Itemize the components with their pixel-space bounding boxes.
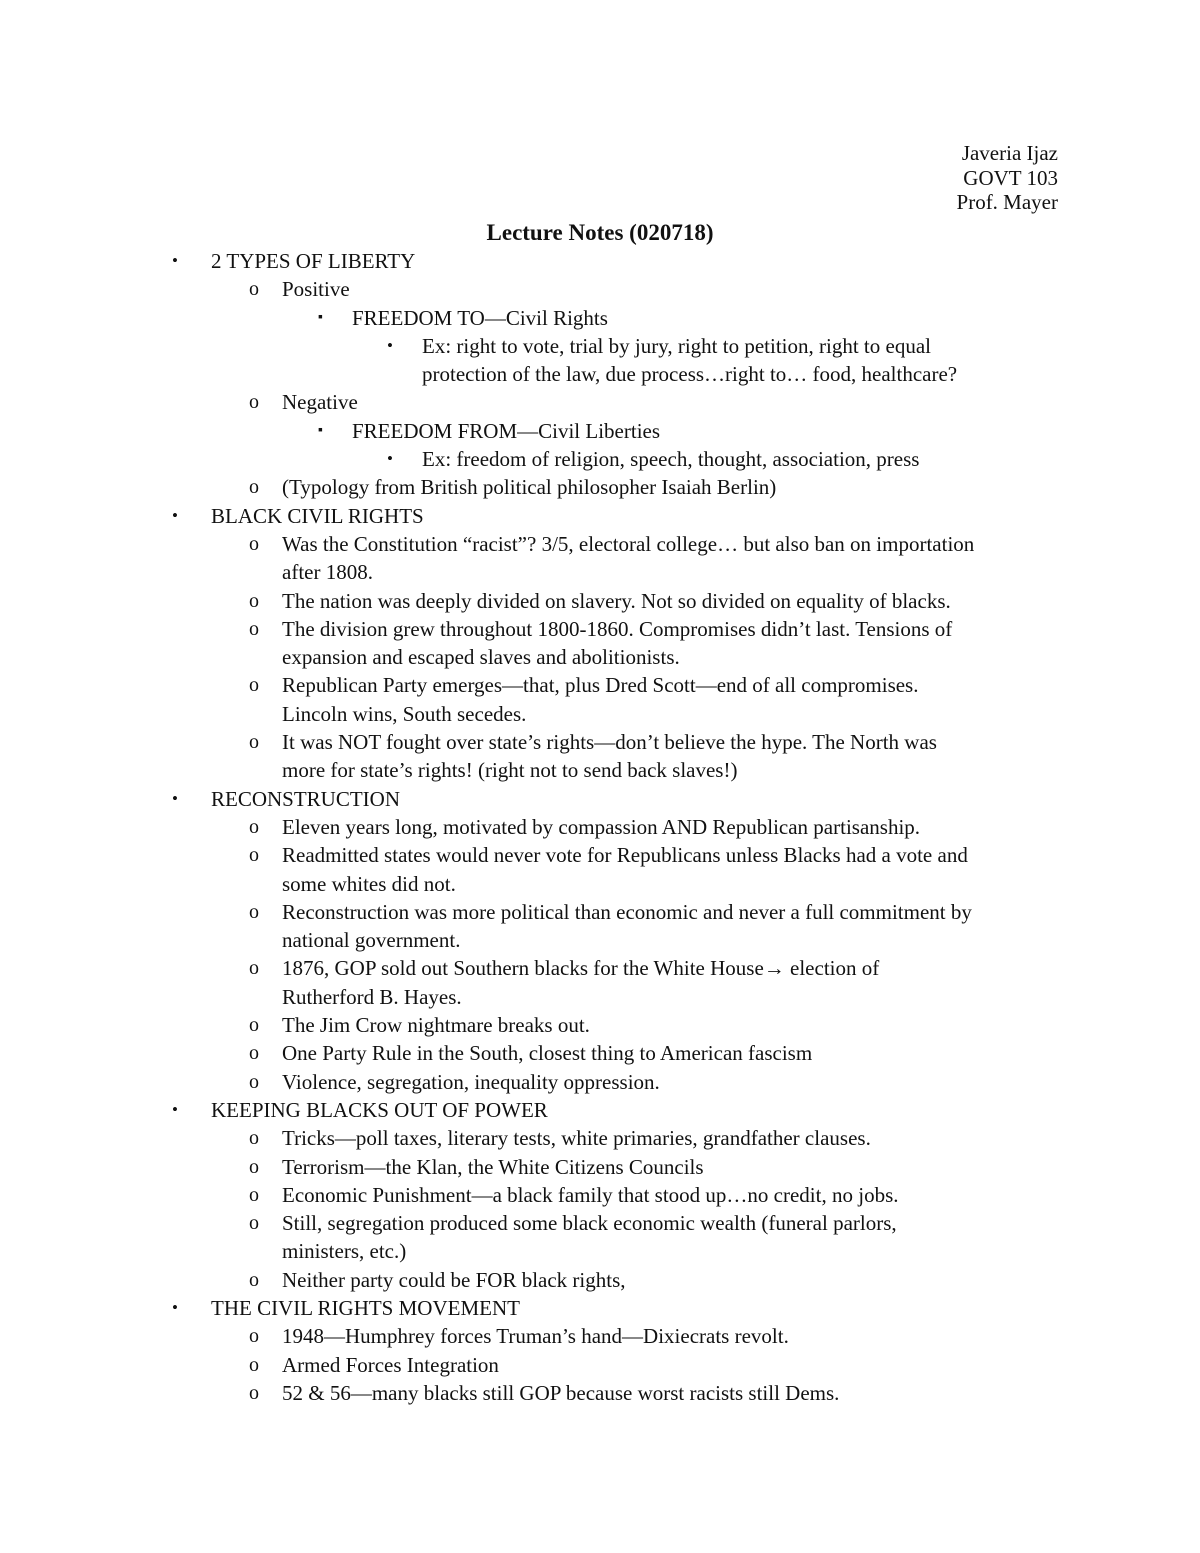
outline-item-level-2 xyxy=(0,587,1200,615)
outline-item-level-2 xyxy=(0,954,1200,1011)
outline-item-text: It was NOT fought over state’s rights—don’t believe the hype. The North was xyxy=(282,730,937,755)
outline-item-text: some whites did not. xyxy=(282,871,456,896)
outline-item-text: Still, segregation produced some black economic wealth (funeral parlors, xyxy=(282,1211,897,1236)
circle-marker: o xyxy=(249,1014,259,1037)
bullet-marker: • xyxy=(387,335,393,355)
outline-item-text: ministers, etc.) xyxy=(282,1239,407,1264)
bullet-marker: • xyxy=(387,449,393,469)
outline-item-text: Eleven years long, motivated by compassion AND Republican partisanship. xyxy=(282,814,921,839)
square-marker: ▪ xyxy=(318,422,323,438)
author-name: Javeria Ijaz xyxy=(961,141,1058,165)
outline-item-level-1 xyxy=(0,1294,1200,1322)
outline-item-text: The nation was deeply divided on slavery. Not so divided on equality of blacks. xyxy=(282,588,951,613)
outline-item-text: Violence, segregation, inequality oppression. xyxy=(282,1069,660,1094)
outline-item-text: Ex: right to vote, trial by jury, right to petition, right to equal xyxy=(422,333,931,358)
outline-item-level-2 xyxy=(0,1266,1200,1294)
bullet-marker: • xyxy=(172,251,178,270)
document-title: Lecture Notes (020718) xyxy=(486,220,714,245)
outline-item-text: Ex: freedom of religion, speech, thought, association, press xyxy=(422,447,920,472)
outline-item-text: more for state’s rights! (right not to send back slaves!) xyxy=(282,758,738,783)
outline-item-text: Economic Punishment—a black family that stood up…no credit, no jobs. xyxy=(282,1182,899,1207)
outline-item-level-2 xyxy=(0,1351,1200,1379)
circle-marker: o xyxy=(249,1155,259,1178)
outline-item-level-3 xyxy=(0,417,1200,445)
circle-marker: o xyxy=(249,900,259,923)
outline-item-level-2 xyxy=(0,813,1200,841)
outline-item-level-2 xyxy=(0,530,1200,587)
outline-item-level-2 xyxy=(0,1379,1200,1407)
circle-marker: o xyxy=(249,1070,259,1093)
outline-item-text: expansion and escaped slaves and abolitionists. xyxy=(282,645,680,670)
outline-item-text: The division grew throughout 1800-1860. Compromises didn’t last. Tensions of xyxy=(282,616,953,641)
outline-item-level-2 xyxy=(0,1039,1200,1067)
circle-marker: o xyxy=(249,1268,259,1291)
outline-item-level-2 xyxy=(0,1153,1200,1181)
outline-item-text: The Jim Crow nightmare breaks out. xyxy=(282,1013,590,1038)
circle-marker: o xyxy=(249,617,259,640)
outline-item-text: Republican Party emerges—that, plus Dred Scott—end of all compromises. xyxy=(282,673,919,698)
circle-marker: o xyxy=(249,278,259,301)
outline-item-level-2 xyxy=(0,615,1200,672)
circle-marker: o xyxy=(249,589,259,612)
bullet-marker: • xyxy=(172,1099,178,1119)
outline-item-text: protection of the law, due process…right to… food, healthcare? xyxy=(422,362,958,387)
circle-marker: o xyxy=(249,1212,259,1235)
outline-item-text: Terrorism—the Klan, the White Citizens Councils xyxy=(282,1154,704,1179)
circle-marker: o xyxy=(249,957,259,980)
outline-item-level-2 xyxy=(0,473,1200,501)
outline-item-text: 52 & 56—many blacks still GOP because worst racists still Dems. xyxy=(282,1380,840,1405)
circle-marker: o xyxy=(249,1353,259,1376)
circle-marker: o xyxy=(249,1042,259,1065)
lecture-outline xyxy=(0,247,1200,1407)
circle-marker: o xyxy=(249,1325,259,1348)
outline-item-level-2 xyxy=(0,671,1200,728)
bullet-marker: • xyxy=(172,788,178,808)
outline-item-level-1 xyxy=(0,785,1200,813)
outline-item-level-2 xyxy=(0,275,1200,303)
outline-item-level-1 xyxy=(0,247,1200,275)
outline-item-text: national government. xyxy=(282,928,461,953)
outline-item-level-2 xyxy=(0,728,1200,785)
header-block xyxy=(957,141,1058,215)
outline-item-level-4 xyxy=(0,445,1200,473)
circle-marker: o xyxy=(249,532,259,555)
outline-item-text: Positive xyxy=(282,277,350,302)
circle-marker: o xyxy=(249,1183,259,1206)
outline-item-text: Tricks—poll taxes, literary tests, white primaries, grandfather clauses. xyxy=(282,1126,871,1151)
outline-item-level-2 xyxy=(0,1124,1200,1152)
circle-marker: o xyxy=(249,844,259,867)
outline-item-text: Was the Constitution “racist”? 3/5, electoral college… but also ban on importation xyxy=(282,531,975,556)
outline-item-level-2 xyxy=(0,1181,1200,1209)
outline-item-text: BLACK CIVIL RIGHTS xyxy=(211,503,424,528)
outline-item-text: KEEPING BLACKS OUT OF POWER xyxy=(211,1097,548,1122)
outline-item-text: FREEDOM TO—Civil Rights xyxy=(352,305,608,330)
professor-name: Prof. Mayer xyxy=(956,190,1058,214)
square-marker: ▪ xyxy=(318,309,323,325)
outline-item-text: 1876, GOP sold out Southern blacks for the White House→ election of xyxy=(282,956,880,981)
circle-marker: o xyxy=(249,674,259,697)
outline-item-text: (Typology from British political philosopher Isaiah Berlin) xyxy=(282,475,777,500)
circle-marker: o xyxy=(249,1127,259,1150)
circle-marker: o xyxy=(249,1381,259,1404)
outline-item-text: after 1808. xyxy=(282,560,373,585)
outline-item-level-3 xyxy=(0,304,1200,332)
outline-item-level-2 xyxy=(0,1011,1200,1039)
circle-marker: o xyxy=(249,391,259,414)
outline-item-level-1 xyxy=(0,1096,1200,1124)
outline-item-level-2 xyxy=(0,388,1200,416)
bullet-marker: • xyxy=(172,1297,178,1317)
course-code: GOVT 103 xyxy=(963,165,1058,190)
outline-item-text: Reconstruction was more political than economic and never a full commitment by xyxy=(282,899,972,924)
outline-item-text: FREEDOM FROM—Civil Liberties xyxy=(352,418,661,443)
outline-item-text: Lincoln wins, South secedes. xyxy=(282,701,527,726)
outline-item-level-2 xyxy=(0,1209,1200,1266)
circle-marker: o xyxy=(249,731,259,754)
outline-item-level-1 xyxy=(0,502,1200,530)
outline-item-text: 2 TYPES OF LIBERTY xyxy=(211,249,416,273)
outline-item-text: Readmitted states would never vote for Republicans unless Blacks had a vote and xyxy=(282,843,968,868)
outline-item-text: 1948—Humphrey forces Truman’s hand—Dixiecrats revolt. xyxy=(282,1324,789,1349)
outline-item-text: Armed Forces Integration xyxy=(282,1352,499,1377)
outline-item-level-2 xyxy=(0,1068,1200,1096)
outline-item-text: Rutherford B. Hayes. xyxy=(282,984,462,1009)
outline-item-text: One Party Rule in the South, closest thing to American fascism xyxy=(282,1041,813,1066)
outline-item-text: RECONSTRUCTION xyxy=(211,786,401,811)
outline-item-level-2 xyxy=(0,898,1200,955)
outline-item-level-4 xyxy=(0,332,1200,389)
outline-item-level-2 xyxy=(0,841,1200,898)
circle-marker: o xyxy=(249,815,259,838)
circle-marker: o xyxy=(249,476,259,499)
bullet-marker: • xyxy=(172,505,178,525)
outline-item-level-2 xyxy=(0,1322,1200,1350)
outline-item-text: THE CIVIL RIGHTS MOVEMENT xyxy=(211,1295,520,1320)
outline-item-text: Negative xyxy=(282,390,358,415)
outline-item-text: Neither party could be FOR black rights, xyxy=(282,1267,626,1292)
